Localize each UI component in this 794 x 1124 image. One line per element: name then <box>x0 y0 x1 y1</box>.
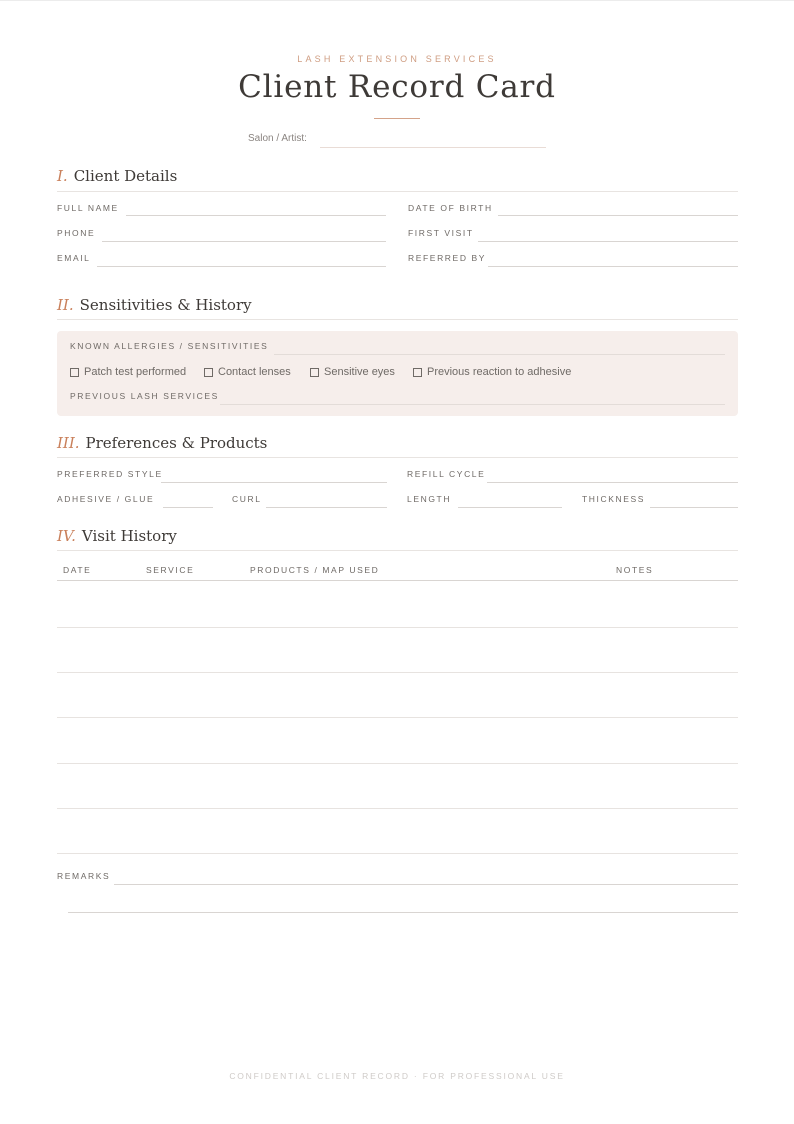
remarks-field-continued[interactable] <box>68 912 738 913</box>
phone-label: PHONE <box>57 228 96 238</box>
column-header-products: PRODUCTS / MAP USED <box>250 565 380 575</box>
section-divider <box>57 319 738 320</box>
adhesive-label: ADHESIVE / GLUE <box>57 494 155 504</box>
checkbox-contact-lenses[interactable] <box>204 366 291 378</box>
allergies-label: KNOWN ALLERGIES / SENSITIVITIES <box>70 341 269 351</box>
section-title: Sensitivities & History <box>79 296 252 314</box>
checkbox-square[interactable] <box>70 368 79 377</box>
preferred-style-label: PREFERRED STYLE <box>57 469 163 479</box>
salon-artist-label: Salon / Artist: <box>248 133 307 144</box>
column-header-service: SERVICE <box>146 565 195 575</box>
footer-note: CONFIDENTIAL CLIENT RECORD · FOR PROFESSIONAL USE <box>229 1071 565 1081</box>
section-sensitivities-heading <box>57 296 252 314</box>
checkbox-square[interactable] <box>310 368 319 377</box>
previous-services-field[interactable] <box>220 404 725 405</box>
date-of-birth-field[interactable] <box>498 215 738 216</box>
section-numeral: III. <box>57 434 80 452</box>
previous-services-label: PREVIOUS LASH SERVICES <box>70 391 219 401</box>
adhesive-field[interactable] <box>163 507 213 508</box>
full-name-label: FULL NAME <box>57 203 119 213</box>
table-row[interactable] <box>57 853 738 854</box>
preferred-style-field[interactable] <box>161 482 387 483</box>
table-row[interactable] <box>57 717 738 718</box>
checkbox-label: Previous reaction to adhesive <box>427 366 572 378</box>
column-header-date: DATE <box>63 565 92 575</box>
column-header-notes: NOTES <box>616 565 654 575</box>
checkbox-square[interactable] <box>204 368 213 377</box>
checkbox-label: Sensitive eyes <box>324 366 395 378</box>
length-field[interactable] <box>458 507 562 508</box>
brand-subtitle: LASH EXTENSION SERVICES <box>297 54 497 64</box>
section-divider <box>57 191 738 192</box>
table-row[interactable] <box>57 672 738 673</box>
remarks-label: REMARKS <box>57 871 111 881</box>
thickness-label: THICKNESS <box>582 494 646 504</box>
table-row[interactable] <box>57 763 738 764</box>
checkbox-square[interactable] <box>413 368 422 377</box>
email-label: EMAIL <box>57 253 91 263</box>
curl-label: CURL <box>232 494 262 504</box>
section-divider <box>57 457 738 458</box>
section-title: Client Details <box>73 167 178 185</box>
refill-cycle-label: REFILL CYCLE <box>407 469 486 479</box>
email-field[interactable] <box>97 266 386 267</box>
salon-artist-field[interactable] <box>320 147 546 148</box>
section-visit-history-heading <box>57 527 177 545</box>
referred-by-field[interactable] <box>488 266 738 267</box>
section-preferences-heading <box>57 434 267 452</box>
curl-field[interactable] <box>266 507 387 508</box>
section-numeral: IV. <box>57 527 76 545</box>
date-of-birth-label: DATE OF BIRTH <box>408 203 493 213</box>
title-divider <box>374 118 420 119</box>
allergies-field[interactable] <box>274 354 725 355</box>
first-visit-label: FIRST VISIT <box>408 228 474 238</box>
checkbox-label: Patch test performed <box>84 366 187 378</box>
checkbox-previous-reaction[interactable] <box>413 366 571 378</box>
checkbox-patch-test[interactable] <box>70 366 186 378</box>
table-row[interactable] <box>57 808 738 809</box>
section-numeral: II. <box>57 296 74 314</box>
section-title: Visit History <box>81 527 177 545</box>
thickness-field[interactable] <box>650 507 738 508</box>
remarks-field[interactable] <box>114 884 738 885</box>
full-name-field[interactable] <box>126 215 386 216</box>
checkbox-sensitive-eyes[interactable] <box>310 366 395 378</box>
referred-by-label: REFERRED BY <box>408 253 487 263</box>
checkbox-label: Contact lenses <box>218 366 291 378</box>
table-row[interactable] <box>57 627 738 628</box>
section-numeral: I. <box>57 167 68 185</box>
phone-field[interactable] <box>102 241 386 242</box>
table-header-rule <box>57 580 738 581</box>
section-divider <box>57 550 738 551</box>
page-title: Client Record Card <box>238 69 556 105</box>
refill-cycle-field[interactable] <box>487 482 738 483</box>
first-visit-field[interactable] <box>478 241 738 242</box>
length-label: LENGTH <box>407 494 452 504</box>
section-client-details-heading <box>57 167 177 185</box>
section-title: Preferences & Products <box>85 434 268 452</box>
